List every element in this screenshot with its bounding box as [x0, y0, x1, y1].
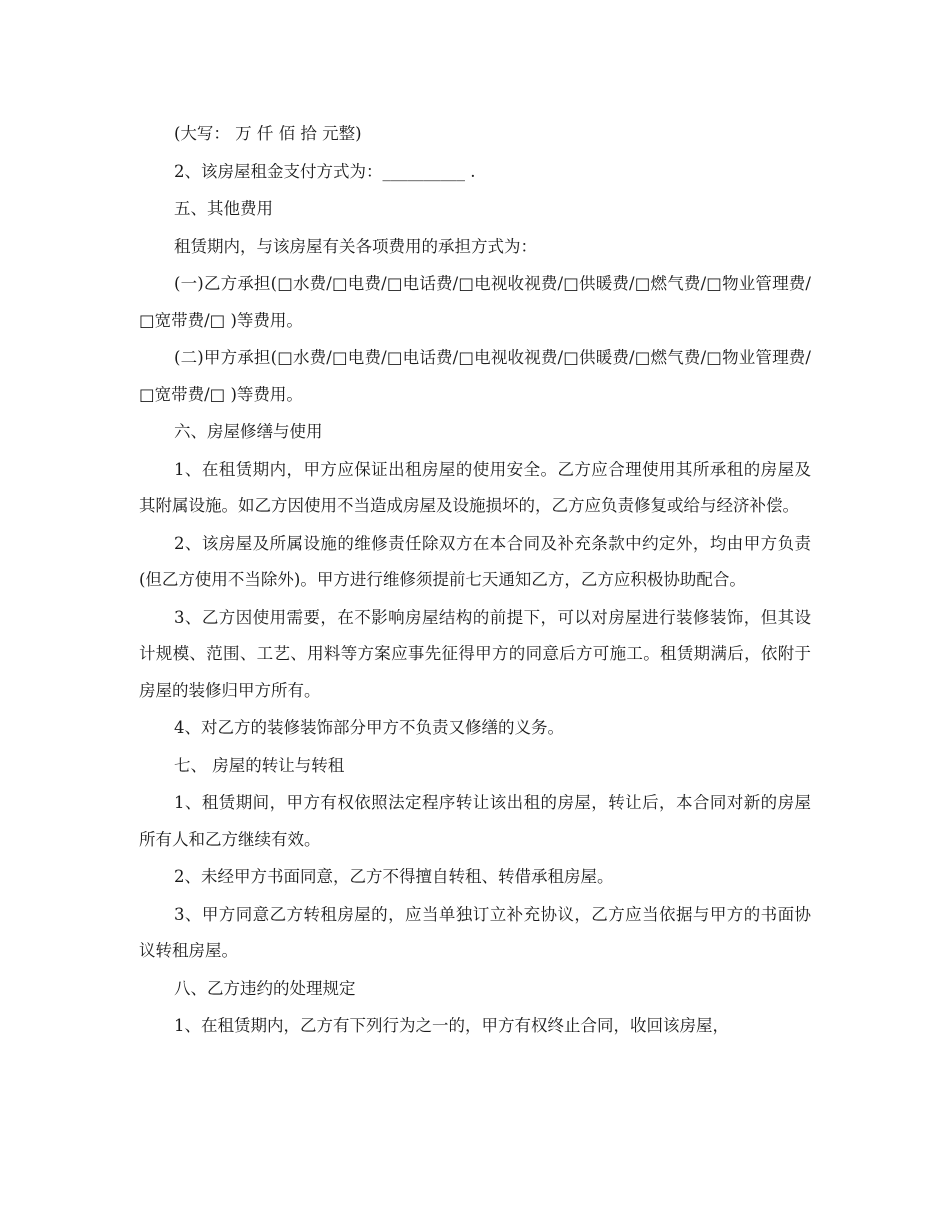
paragraph-transfer-3: 3、甲方同意乙方转租房屋的，应当单独订立补充协议，乙方应当依据与甲方的书面协议转租房屋。: [139, 904, 811, 960]
section-heading-transfer-sublet: 七、 房屋的转让与转租: [174, 755, 345, 775]
paragraph-rent-payment-method: 2、该房屋租金支付方式为：__________ .: [174, 161, 476, 181]
paragraph-transfer-2: 2、未经甲方书面同意，乙方不得擅自转租、转借承租房屋。: [174, 867, 614, 886]
paragraph-repair-4: 4、对乙方的装修装饰部分甲方不负责又修缮的义务。: [174, 718, 564, 737]
paragraph-tenant-fees: (一)乙方承担(□水费/□电费/□电话费/□电视收视费/□供暖费/□燃气费/□物业管理费/□宽带费/□ )等费用。: [139, 274, 811, 330]
section-heading-other-fees: 五、其他费用: [174, 199, 273, 218]
paragraph-repair-2: 2、该房屋及所属设施的维修责任除双方在本合同及补充条款中约定外，均由甲方负责(但乙方使用不当除外)。甲方进行维修须提前七天通知乙方，乙方应积极协助配合。: [139, 533, 811, 589]
paragraph-landlord-fees: (二)甲方承担(□水费/□电费/□电话费/□电视收视费/□供暖费/□燃气费/□物业管理费/□宽带费/□ )等费用。: [139, 348, 811, 404]
paragraph-fees-intro: 租赁期内，与该房屋有关各项费用的承担方式为：: [174, 236, 537, 256]
paragraph-repair-3: 3、乙方因使用需要，在不影响房屋结构的前提下，可以对房屋进行装修装饰，但其设计规模、范围、工艺、用料等方案应事先征得甲方的同意后方可施工。租赁期满后，依附于房屋的装修归甲方所有。: [139, 607, 811, 700]
section-heading-repair-and-use: 六、房屋修缮与使用: [174, 422, 323, 441]
paragraph-amount-in-words: (大写： 万 仟 佰 拾 元整): [174, 124, 362, 143]
paragraph-repair-1: 1、在租赁期内，甲方应保证出租房屋的使用安全。乙方应合理使用其所承租的房屋及其附属设施。如乙方因使用不当造成房屋及设施损坏的，乙方应负责修复或给与经济补偿。: [139, 459, 811, 515]
paragraph-breach-1: 1、在租赁期内，乙方有下列行为之一的，甲方有权终止合同，收回该房屋，: [174, 1016, 729, 1035]
paragraph-transfer-1: 1、租赁期间，甲方有权依照法定程序转让该出租的房屋，转让后，本合同对新的房屋所有人和乙方继续有效。: [139, 793, 811, 849]
document-body: [139, 116, 811, 1045]
section-heading-tenant-breach: 八、乙方违约的处理规定: [174, 978, 356, 998]
